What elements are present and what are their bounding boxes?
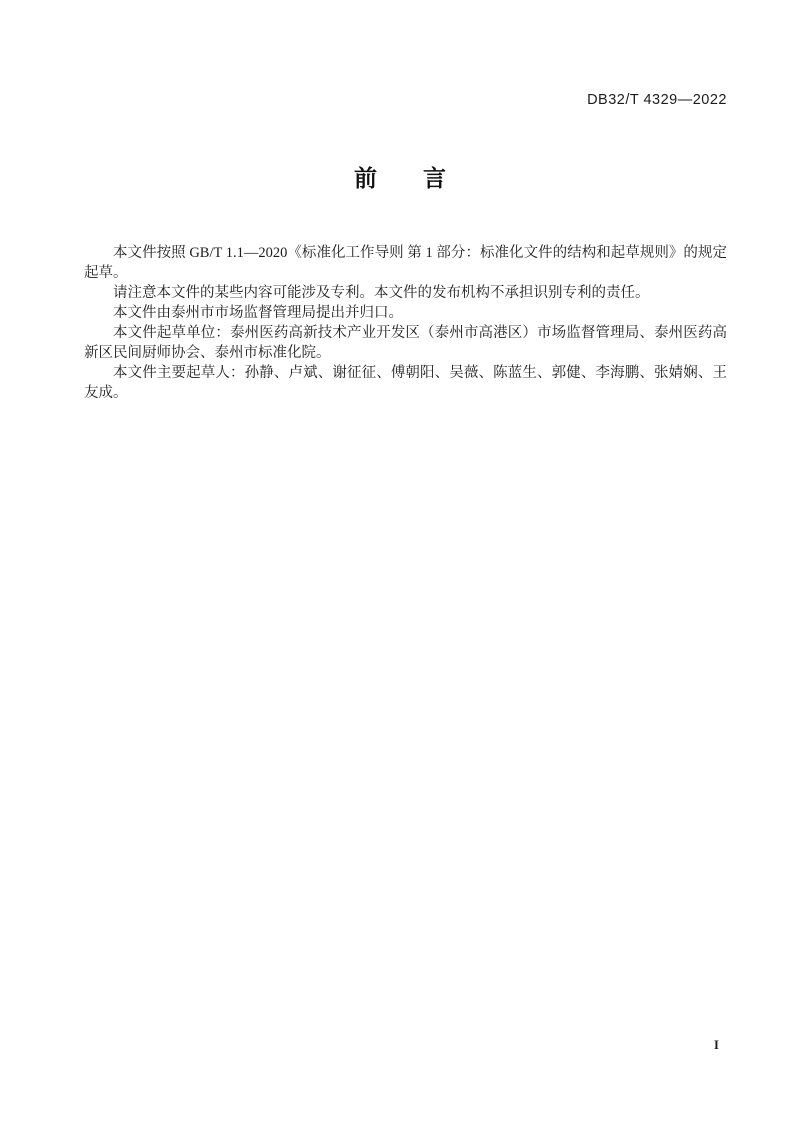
page-number: I (714, 1038, 719, 1052)
foreword-paragraph: 请注意本文件的某些内容可能涉及专利。本文件的发布机构不承担识别专利的责任。 (113, 285, 650, 301)
page-title: 前 言 (354, 165, 446, 191)
foreword-paragraph: 本文件起草单位：泰州医药高新技术产业开发区（泰州市高港区）市场监督管理局、泰州医药高新区民间厨师协会、泰州市标准化院。 (84, 325, 727, 361)
foreword-paragraph: 本文件主要起草人：孙静、卢斌、谢征征、傅朝阳、吴薇、陈蓝生、郭健、李海鹏、张婧娴、王友成。 (84, 365, 727, 401)
foreword-paragraph: 本文件按照 GB/T 1.1—2020《标准化工作导则 第 1 部分：标准化文件的结构和起草规则》的规定起草。 (84, 245, 727, 281)
foreword-body (84, 243, 727, 403)
foreword-paragraph: 本文件由泰州市市场监督管理局提出并归口。 (113, 305, 403, 321)
standard-number-header: DB32/T 4329—2022 (587, 92, 727, 108)
